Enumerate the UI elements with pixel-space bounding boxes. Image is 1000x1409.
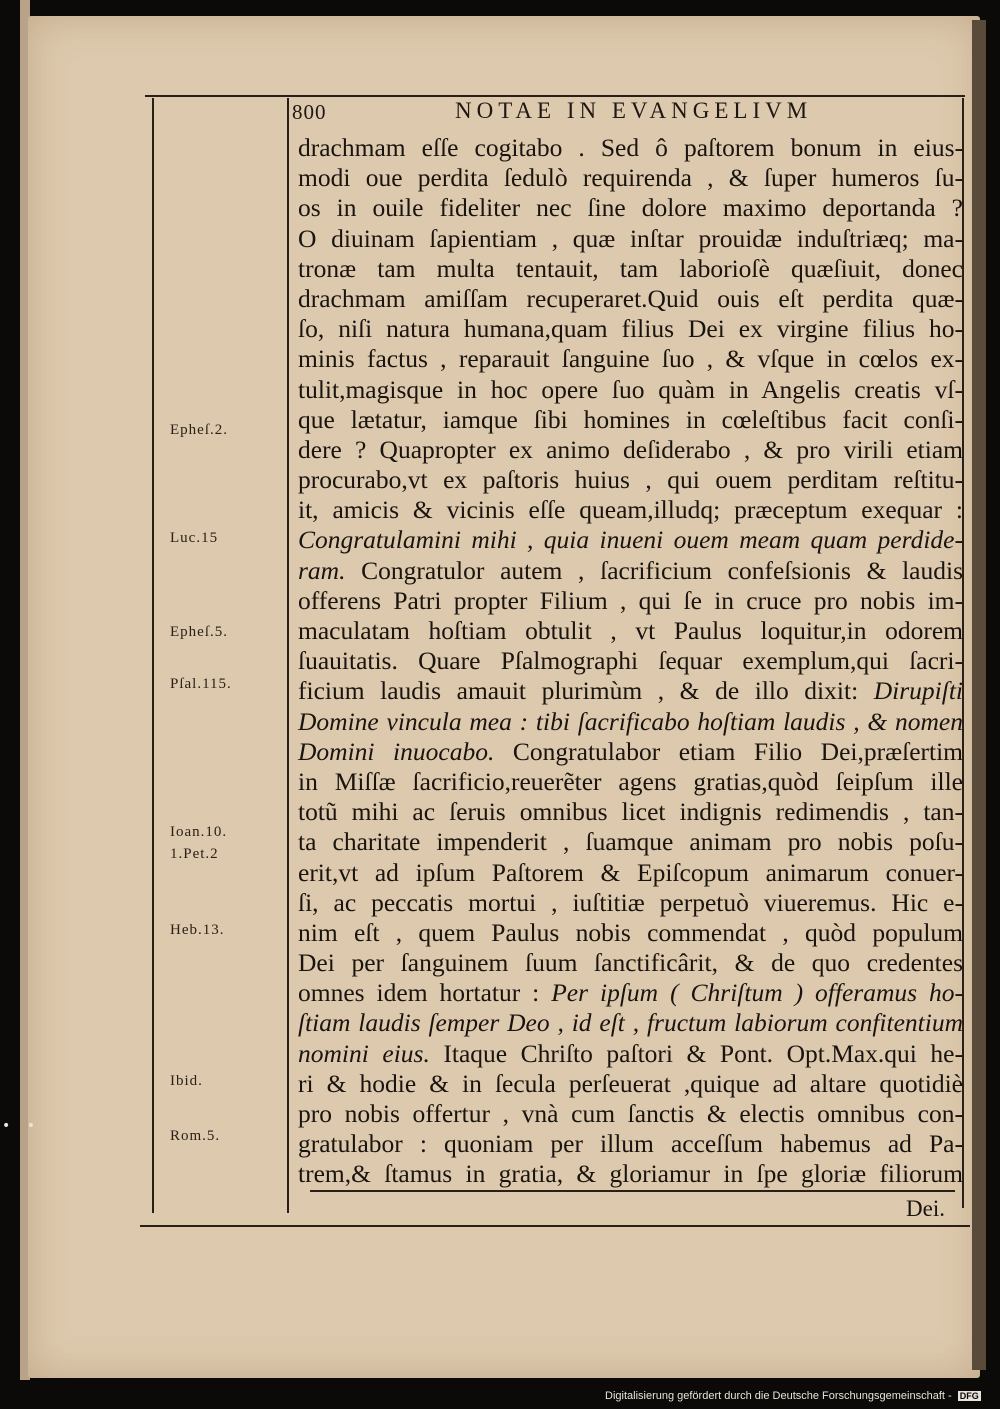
text-line	[298, 827, 963, 857]
text-line	[298, 1008, 963, 1038]
dfg-logo: DFG	[959, 1391, 979, 1402]
text-line	[298, 344, 963, 374]
text-span: procurabo,vt ex paſtoris huius , qui ouem perditam reſtitu-	[298, 465, 963, 495]
text-line	[298, 163, 963, 193]
text-line	[298, 1039, 963, 1069]
text-line	[298, 224, 963, 254]
page-number: 800	[292, 100, 327, 124]
text-span: ram.	[298, 555, 346, 585]
text-span: ſuauitatis. Quare Pſalmographi ſequar exemplum,qui ſacri-	[298, 646, 963, 676]
margin-note: Epheſ.2.	[170, 422, 228, 438]
margin-note: 1.Pet.2	[170, 846, 219, 862]
margin-note: Ioan.10.	[170, 824, 228, 840]
text-span: in Miſſæ ſacrificio,reuerẽter agens gratias,quòd ſeipſum ille	[298, 766, 963, 796]
text-line	[298, 375, 963, 405]
inner-frame-rule	[287, 98, 289, 1213]
text-span: erit,vt ad ipſum Paſtorem & Epiſcopum animarum conuer-	[298, 857, 963, 887]
text-span: Domine vincula mea : tibi ſacrificabo hoſtiam laudis , & nomen	[298, 706, 963, 736]
text-span: ſi, ac peccatis mortui , iuſtitiæ perpetuò viueremus. Hic e-	[298, 887, 963, 917]
text-line	[298, 405, 963, 435]
text-line	[298, 284, 963, 314]
page-bottom-rule	[140, 1225, 970, 1227]
text-span: ta charitate impenderit , ſuamque animam pro nobis poſu-	[298, 827, 963, 857]
text-line	[298, 676, 963, 706]
margin-note: Heb.13.	[170, 922, 225, 938]
text-span: O diuinam ſapientiam , quæ inſtar prouidæ induſtriæq; ma-	[298, 223, 963, 253]
text-line	[298, 918, 963, 948]
text-span: dere ? Quapropter ex animo deſiderabo , & pro virili etiam	[298, 434, 963, 464]
text-span: Congratulamini mihi , quia inueni ouem meam quam perdide-	[298, 525, 963, 555]
text-span: Congratulabor etiam Filio Dei,præſertim	[512, 736, 964, 766]
running-title: NOTAE IN EVANGELIVM	[455, 98, 813, 123]
text-span: drachmam amiſſam recuperaret.Quid ouis eſt perdita quæ-	[298, 283, 963, 313]
text-line	[298, 616, 963, 646]
margin-note: Pſal.115.	[170, 676, 232, 692]
text-line	[298, 858, 963, 888]
text-span: drachmam eſſe cogitabo . Sed ô paſtorem bonum in eius-	[298, 133, 963, 162]
text-span: que lætatur, iamque ſibi homines in cœleſtibus facit conſi-	[298, 404, 963, 434]
footer-credit	[605, 1390, 981, 1402]
text-line	[298, 586, 963, 616]
text-span: pro nobis offertur , vnà cum ſanctis & electis omnibus con-	[298, 1099, 963, 1128]
text-span: maculatam hoſtiam obtulit , vt Paulus loquitur,in odorem	[298, 616, 963, 645]
text-span: ri & hodie & in ſecula perſeuerat ,quique ad altare quotidiè	[298, 1068, 963, 1098]
text-line	[298, 495, 963, 525]
text-span: Domini inuocabo.	[298, 736, 495, 766]
text-span: tronæ tam multa tentauit, tam laborioſè quæſiuit, donec	[298, 253, 963, 283]
text-span: gratulabor : quoniam per illum acceſſum habemus ad Pa-	[298, 1129, 963, 1159]
text-line	[298, 1099, 963, 1129]
text-line	[298, 1159, 963, 1189]
text-line	[298, 646, 963, 676]
text-line	[298, 133, 963, 163]
text-line	[298, 978, 963, 1008]
text-span: minis factus , reparauit ſanguine ſuo , & vſque in cœlos ex-	[298, 344, 963, 374]
body-text	[298, 133, 963, 1190]
text-line	[298, 1069, 963, 1099]
text-span: offerens Patri propter Filium , qui ſe in cruce pro nobis im-	[298, 585, 963, 615]
text-span: nim eſt , quem Paulus nobis commendat , quòd populum	[298, 917, 963, 947]
text-span: modi oue perdita ſedulò requirenda , & ſuper humeros ſu-	[298, 163, 963, 193]
edge-dots: • •	[2, 1118, 41, 1134]
text-line	[298, 465, 963, 495]
header-rule	[145, 95, 965, 97]
text-line	[298, 314, 963, 344]
margin-note: Epheſ.5.	[170, 624, 228, 640]
text-span: Dei per ſanguinem ſuum ſanctificârit, & de quo credentes	[298, 948, 963, 978]
text-line	[298, 797, 963, 827]
text-span: it, amicis & vicinis eſſe queam,illudq; præceptum exequar :	[298, 495, 963, 525]
text-span-italic: Per ipſum ( Chriſtum ) offeramus ho-	[551, 978, 963, 1008]
text-span: totũ mihi ac ſeruis omnibus licet indignis redimendis , tan-	[298, 797, 963, 827]
text-line	[298, 948, 963, 978]
text-span: omnes idem hortatur :	[298, 978, 540, 1008]
text-line	[298, 1129, 963, 1159]
text-line	[298, 707, 963, 737]
text-line	[298, 556, 963, 586]
text-span: trem,& ſtamus in gratia, & gloriamur in ſpe gloriæ filiorum	[298, 1159, 963, 1189]
left-frame-rule	[152, 98, 154, 1213]
text-line	[298, 525, 963, 555]
text-span: Itaque Chriſto paſtori & Pont. Opt.Max.qui he-	[443, 1038, 963, 1068]
text-span: tulit,magisque in hoc opere ſuo quàm in Angelis creatis vſ-	[298, 374, 963, 404]
catchword: Dei.	[906, 1196, 945, 1221]
text-span: nomini eius.	[298, 1038, 430, 1068]
margin-note: Rom.5.	[170, 1128, 221, 1144]
binding-edge	[972, 20, 986, 1370]
text-span: ſtiam laudis ſemper Deo , id eſt , fructum labiorum confitentium	[298, 1008, 963, 1038]
margin-note: Ibid.	[170, 1073, 203, 1089]
text-line	[298, 254, 963, 284]
text-line	[298, 737, 963, 767]
text-line	[298, 888, 963, 918]
text-span: ficium laudis amauit plurimùm , & de illo dixit:	[298, 676, 859, 706]
text-bottom-rule	[310, 1190, 955, 1192]
footer-text: Digitalisierung gefördert durch die Deutsche Forschungsgemeinschaft -	[605, 1390, 952, 1402]
text-line	[298, 435, 963, 465]
text-span: os in ouile fideliter nec ſine dolore maximo deportanda ?	[298, 193, 963, 223]
text-line	[298, 193, 963, 223]
text-span-italic: Dirupiſti	[873, 676, 963, 706]
text-span: Congratulor autem , ſacrificium confeſsionis & laudis	[361, 555, 964, 585]
text-span: ſo, niſi natura humana,quam filius Dei ex virgine filius ho-	[298, 314, 963, 344]
margin-note: Luc.15	[170, 530, 219, 546]
text-line	[298, 767, 963, 797]
